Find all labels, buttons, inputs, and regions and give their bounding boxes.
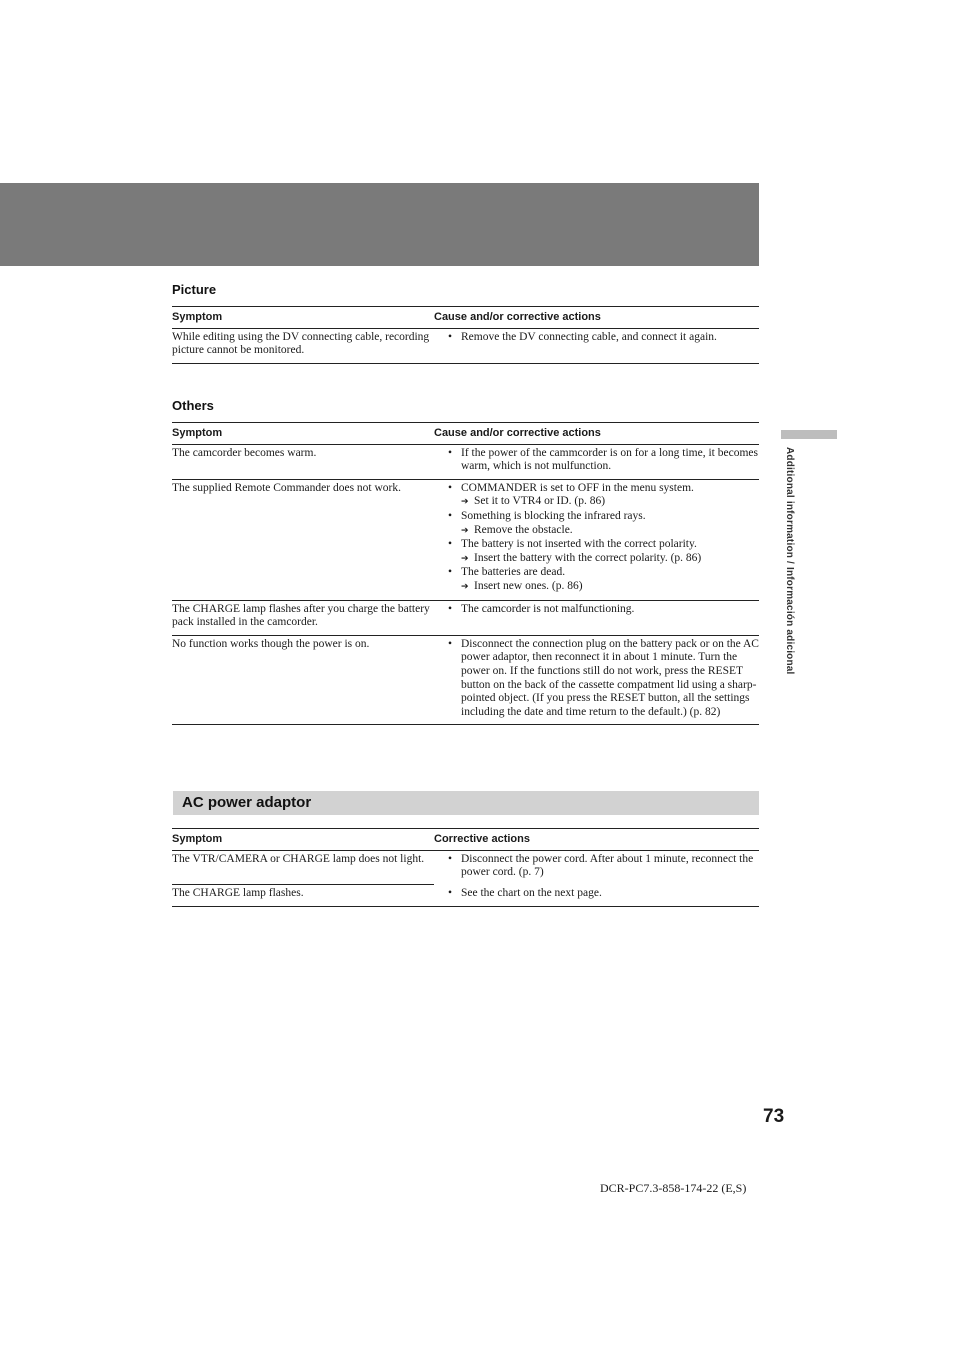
arrow-right-icon: ➔ — [461, 525, 469, 536]
action-item: • The camcorder is not malfunctioning. — [448, 603, 759, 617]
table-row — [172, 600, 759, 635]
arrow-right-icon: ➔ — [461, 497, 469, 508]
actions-cell — [434, 328, 759, 363]
symptom-cell: The camcorder becomes warm. — [172, 444, 434, 479]
actions-cell — [434, 444, 759, 479]
arrow-right-icon: ➔ — [461, 581, 469, 592]
table-row — [172, 479, 759, 600]
action-item: • Disconnect the power cord. After about 1 minute, reconnect the power cord. (p. 7) — [448, 853, 759, 880]
action-text: The batteries are dead. — [461, 566, 566, 579]
arrow-right-icon: ➔ — [461, 553, 469, 564]
others-table — [172, 422, 759, 725]
ac-adaptor-table — [172, 828, 759, 907]
action-item: • If the power of the cammcorder is on for a long time, it becomes warm, which is not mulfunction. — [448, 447, 759, 474]
action-remedy: Remove the obstacle. — [474, 523, 573, 536]
col-header-symptom: Symptom — [172, 307, 434, 329]
symptom-cell: No function works though the power is on. — [172, 635, 434, 725]
side-section-label: Additional information / Información adicional — [784, 447, 795, 675]
action-text: COMMANDER is set to OFF in the menu system. — [461, 481, 694, 494]
col-header-symptom: Symptom — [172, 423, 434, 445]
action-text: The battery is not inserted with the correct polarity. — [461, 538, 697, 551]
table-row — [172, 328, 759, 363]
col-header-symptom: Symptom — [172, 829, 434, 851]
section-title-picture: Picture — [172, 282, 217, 297]
section-title-others: Others — [172, 398, 214, 413]
table-row — [172, 635, 759, 725]
actions-cell — [434, 635, 759, 725]
action-item: • See the chart on the next page. — [448, 887, 759, 901]
action-item — [448, 482, 759, 510]
footer-model-code: DCR-PC7.3-858-174-22 (E,S) — [600, 1181, 747, 1195]
action-item — [448, 566, 759, 594]
action-remedy: Insert new ones. (p. 86) — [474, 579, 583, 592]
action-item: • Disconnect the connection plug on the battery pack or on the AC power adaptor, then reconnect it in about 1 minute. Turn the power on. If the functions still do not work, press the RESET button on the back of the cassette compatment lid using a sharp-pointed object. (If you press the RESET button, all the settings including the date and time return to the default.) (p. 82) — [448, 638, 759, 720]
picture-table — [172, 306, 759, 364]
col-header-actions: Corrective actions — [434, 829, 759, 851]
action-item — [448, 510, 759, 538]
symptom-cell: The supplied Remote Commander does not work. — [172, 479, 434, 600]
actions-cell — [434, 479, 759, 600]
page-number: 73 — [763, 1106, 785, 1127]
actions-cell — [434, 850, 759, 885]
symptom-cell: The VTR/CAMERA or CHARGE lamp does not light. — [172, 850, 434, 885]
section-band-ac-power-adaptor — [173, 791, 759, 815]
action-text: Something is blocking the infrared rays. — [461, 509, 646, 522]
symptom-cell: While editing using the DV connecting cable, recording picture cannot be monitored. — [172, 328, 434, 363]
action-item — [448, 538, 759, 566]
table-row — [172, 444, 759, 479]
table-row — [172, 850, 759, 885]
action-item: • Remove the DV connecting cable, and connect it again. — [448, 331, 759, 345]
actions-cell — [434, 600, 759, 635]
col-header-actions: Cause and/or corrective actions — [434, 423, 759, 445]
header-band — [0, 183, 759, 266]
side-tab-marker — [781, 430, 837, 439]
actions-cell — [434, 885, 759, 907]
col-header-actions: Cause and/or corrective actions — [434, 307, 759, 329]
symptom-cell: The CHARGE lamp flashes after you charge the battery pack installed in the camcorder. — [172, 600, 434, 635]
action-remedy: Insert the battery with the correct polarity. (p. 86) — [474, 551, 702, 564]
table-row — [172, 885, 759, 907]
section-title-ac-power-adaptor: AC power adaptor — [182, 794, 312, 811]
action-remedy: Set it to VTR4 or ID. (p. 86) — [474, 495, 606, 508]
symptom-cell: The CHARGE lamp flashes. — [172, 885, 434, 907]
